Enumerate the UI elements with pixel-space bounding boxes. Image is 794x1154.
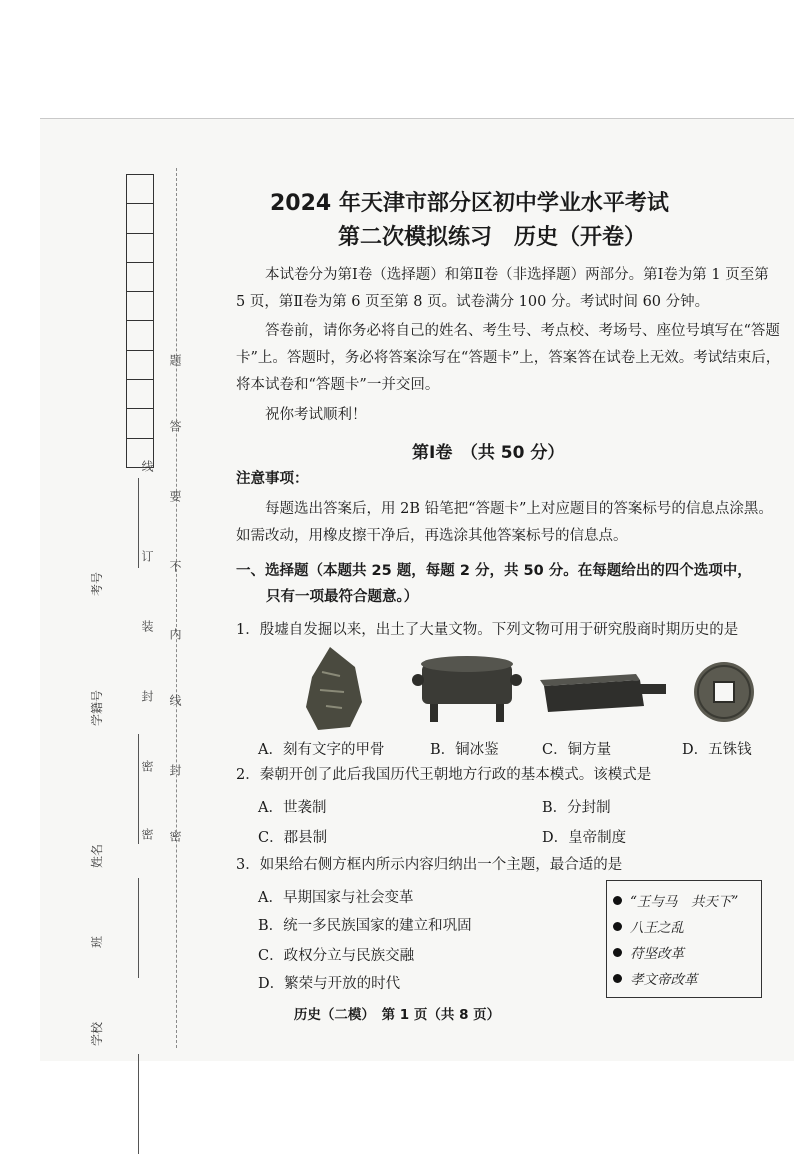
- label-kaohao: 考号: [90, 571, 104, 596]
- exam-number-boxes: [126, 174, 154, 468]
- q3-option-d[interactable]: D．繁荣与开放的时代: [258, 976, 401, 992]
- part-heading: 一、选择题（本题共 25 题，每题 2 分，共 50 分。在每题给出的四个选项中，: [236, 563, 752, 579]
- q3-option-b[interactable]: B．统一多民族国家的建立和巩固: [258, 918, 472, 934]
- seal-text-xian: 线: [168, 694, 182, 706]
- bullet-icon: [613, 948, 622, 957]
- topic-item-label: 孝文帝改革: [630, 972, 698, 988]
- q3-option-c[interactable]: C．政权分立与民族交融: [258, 948, 415, 964]
- bullet-icon: [613, 896, 622, 905]
- q3-option-a[interactable]: A．早期国家与社会变革: [258, 890, 414, 906]
- xuexiao-line: [138, 1054, 139, 1154]
- seal-dash-line: [176, 168, 195, 1048]
- intro-paragraph-3: 祝你考试顺利！: [265, 407, 367, 423]
- xingming-line: [138, 878, 139, 978]
- notice-label: [236, 466, 781, 493]
- q1-option-b[interactable]: B．铜冰鉴: [430, 742, 499, 758]
- bullet-icon: [613, 922, 622, 931]
- q2-option-d[interactable]: D．皇帝制度: [542, 830, 627, 846]
- seal-text-feng: 封: [168, 764, 182, 776]
- seal-text-da: 答: [168, 420, 182, 432]
- seal-mark-zhuang: 装: [140, 620, 154, 632]
- exam-subtitle: 第二次模拟练习 历史（开卷）: [338, 225, 647, 250]
- question-1-images: [300, 642, 760, 732]
- question-3-stem: 3．如果给右侧方框内所示内容归纳出一个主题，最合适的是: [236, 857, 623, 873]
- label-xuexiao: 学校: [90, 1021, 104, 1046]
- intro-paragraph-2: 答卷前，请你务必将自己的姓名、考生号、考点校、考场号、座位号填写在“答题卡”上。答题时，务必将答案涂写在“答题卡”上，答案答在试卷上无效。考试结束后，将本试卷和“答题卡”一并交回。: [236, 323, 781, 393]
- seal-text-bu: 不: [168, 560, 182, 572]
- wuzhu-coin-image: [692, 660, 756, 724]
- oracle-bone-image: [300, 642, 370, 732]
- seal-text-yao: 要: [168, 490, 182, 502]
- q3-topic-box: [606, 880, 762, 998]
- section-title: 第Ⅰ卷 （共 50 分）: [412, 443, 565, 463]
- label-xuejihao: 学籍号: [90, 689, 104, 726]
- intro-paragraph-1: 本试卷分为第Ⅰ卷（选择题）和第Ⅱ卷（非选择题）两部分。第Ⅰ卷为第 1 页至第 5 页，第Ⅱ卷为第 6 页至第 8 页。试卷满分 100 分。考试时间 60 分钟。: [236, 267, 769, 310]
- label-xingming: 姓名: [90, 843, 104, 868]
- label-ban: 班: [90, 935, 104, 948]
- bronze-bingjian-image: [412, 650, 522, 728]
- q1-option-a[interactable]: A．刻有文字的甲骨: [258, 742, 385, 758]
- topic-item-label: 苻坚改革: [630, 946, 684, 962]
- topic-item-label: “王与马 共天下”: [630, 894, 739, 910]
- bronze-fangliang-image: [540, 670, 668, 716]
- topic-item: [613, 965, 755, 991]
- seal-mark-feng: 封: [140, 690, 154, 702]
- topic-item: [613, 939, 755, 965]
- binding-margin: [40, 118, 200, 1060]
- question-2-stem: 2．秦朝开创了此后我国历代王朝地方行政的基本模式。该模式是: [236, 767, 652, 783]
- q1-option-c[interactable]: C．铜方量: [542, 742, 612, 758]
- question-1-stem: 1．殷墟自发掘以来，出土了大量文物。下列文物可用于研究殷商时期历史的是: [236, 622, 739, 638]
- topic-item: [613, 887, 755, 913]
- seal-text-nei: 内: [168, 628, 182, 640]
- part-heading-2: 只有一项最符合题意。）: [266, 589, 419, 605]
- seal-mark-mi: 密: [140, 760, 154, 772]
- notice-text: 每题选出答案后，用 2B 铅笔把“答题卡”上对应题目的答案标号的信息点涂黑。如需改动，用橡皮擦干净后，再选涂其他答案标号的信息点。: [236, 501, 773, 544]
- seal-mark-xian: 线: [140, 460, 154, 472]
- notice-label-text: 注意事项：: [236, 471, 309, 487]
- seal-text-ti: 题: [168, 354, 182, 366]
- q1-option-d[interactable]: D．五铢钱: [682, 742, 752, 758]
- q2-option-c[interactable]: C．郡县制: [258, 830, 328, 846]
- q2-option-a[interactable]: A．世袭制: [258, 800, 327, 816]
- seal-text-mi: 密: [168, 830, 182, 842]
- bullet-icon: [613, 974, 622, 983]
- topic-item: [613, 913, 755, 939]
- seal-mark-mi-2: 密: [140, 828, 154, 840]
- topic-item-label: 八王之乱: [630, 920, 684, 936]
- seal-mark-ding: 订: [140, 550, 154, 562]
- exam-title: 2024 年天津市部分区初中学业水平考试: [270, 191, 669, 216]
- page-footer: 历史（二模） 第 1 页（共 8 页）: [293, 1007, 501, 1023]
- q2-option-b[interactable]: B．分封制: [542, 800, 611, 816]
